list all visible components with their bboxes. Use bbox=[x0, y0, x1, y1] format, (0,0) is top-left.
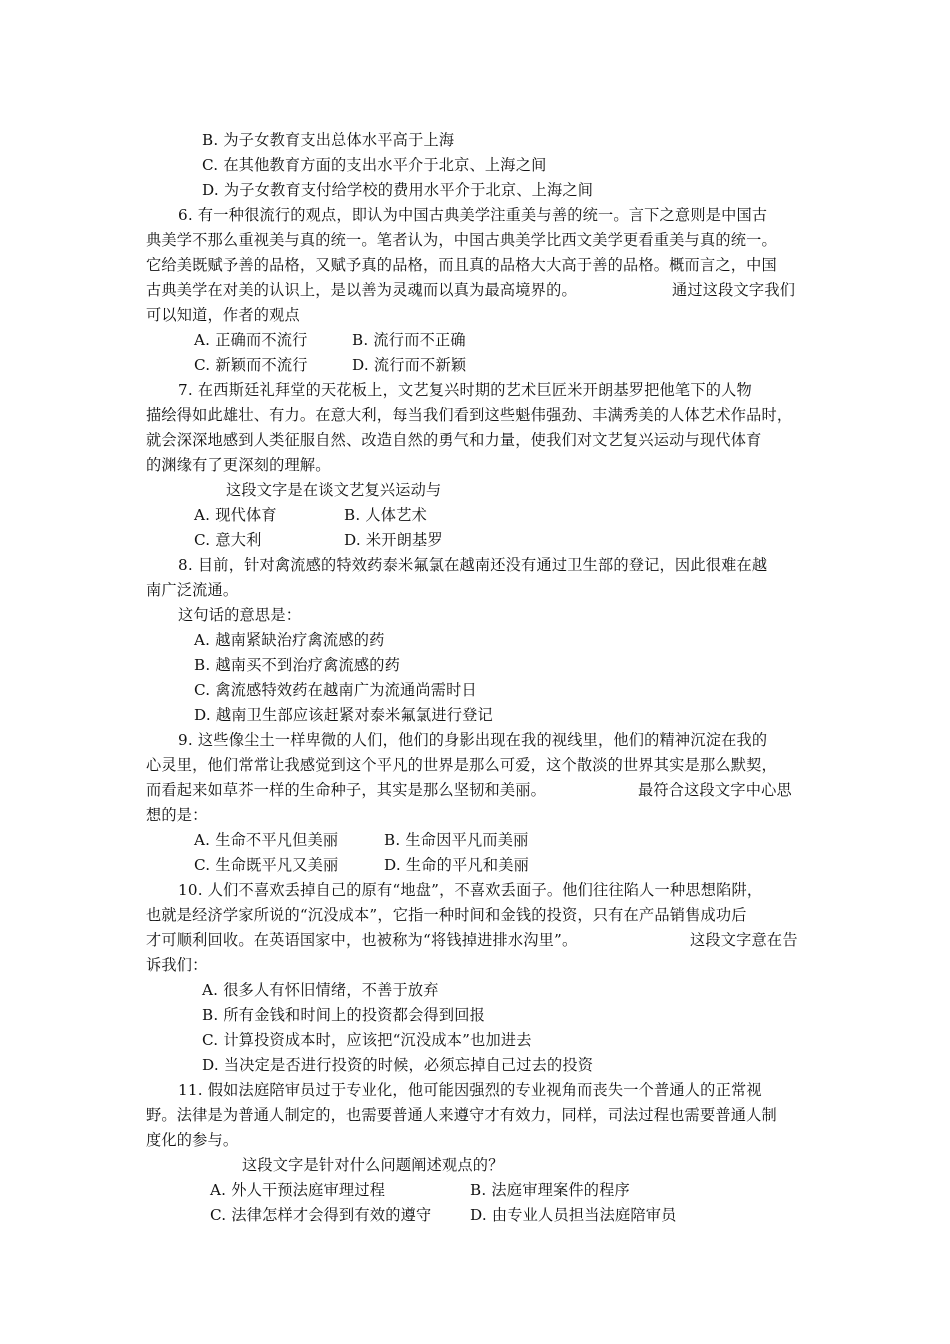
q10-option-c: C. 计算投资成本时，应该把“沉没成本”也加进去 bbox=[202, 1031, 532, 1049]
q11-line-1: 11. 假如法庭陪审员过于专业化，他可能因强烈的专业视角而丧失一个普通人的正常视 bbox=[178, 1081, 762, 1099]
q6-line-4: 古典美学在对美的认识上，是以善为灵魂而以真为最高境界的。 bbox=[146, 281, 577, 299]
q8-option-d: D. 越南卫生部应该赶紧对泰米氟氯进行登记 bbox=[194, 706, 493, 724]
q10-option-b: B. 所有金钱和时间上的投资都会得到回报 bbox=[202, 1006, 486, 1024]
q10-line-3: 才可顺利回收。在英语国家中，也被称为“将钱掉进排水沟里”。 bbox=[146, 931, 578, 949]
q6-prompt-cont: 可以知道，作者的观点 bbox=[146, 306, 300, 324]
q6-option-d: D. 流行而不新颖 bbox=[352, 356, 467, 374]
q5-option-d: D. 为子女教育支付给学校的费用水平介于北京、上海之间 bbox=[202, 181, 594, 199]
q6-line-1: 6. 有一种很流行的观点，即认为中国古典美学注重美与善的统一。言下之意则是中国古 bbox=[178, 206, 768, 224]
q9-line-2: 心灵里，他们常常让我感觉到这个平凡的世界是那么可爱，这个散淡的世界其实是那么默契， bbox=[146, 756, 777, 774]
q9-line-1: 9. 这些像尘土一样卑微的人们，他们的身影出现在我的视线里，他们的精神沉淀在我的 bbox=[178, 731, 768, 749]
q11-prompt: 这段文字是针对什么问题阐述观点的？ bbox=[242, 1156, 504, 1174]
q8-option-c: C. 禽流感特效药在越南广为流通尚需时日 bbox=[194, 681, 477, 699]
q9-prompt: 最符合这段文字中心思 bbox=[638, 781, 792, 799]
q9-line-3: 而看起来如草芥一样的生命种子，其实是那么坚韧和美丽。 bbox=[146, 781, 547, 799]
q7-line-4: 的渊缘有了更深刻的理解。 bbox=[146, 456, 331, 474]
q6-line-3: 它给美既赋予善的品格，又赋予真的品格，而且真的品格大大高于善的品格。概而言之，中国 bbox=[146, 256, 777, 274]
q11-option-b: B. 法庭审理案件的程序 bbox=[470, 1181, 630, 1199]
q5-option-b: B. 为子女教育支出总体水平高于上海 bbox=[202, 131, 455, 149]
q10-line-1: 10. 人们不喜欢丢掉自己的原有“地盘”，不喜欢丢面子。他们往往陷人一种思想陷阱， bbox=[178, 881, 763, 899]
q7-line-2: 描绘得如此雄壮、有力。在意大利，每当我们看到这些魁伟强劲、丰满秀美的人体艺术作品时， bbox=[146, 406, 793, 424]
q10-line-2: 也就是经济学家所说的“沉没成本”，它指一种时间和金钱的投资，只有在产品销售成功后 bbox=[146, 906, 747, 924]
q7-option-c: C. 意大利 bbox=[194, 531, 262, 549]
q6-line-2: 典美学不那么重视美与真的统一。笔者认为，中国古典美学比西文美学更看重美与真的统一。 bbox=[146, 231, 777, 249]
q11-option-a: A. 外人干预法庭审理过程 bbox=[210, 1181, 386, 1199]
q5-option-c: C. 在其他教育方面的支出水平介于北京、上海之间 bbox=[202, 156, 547, 174]
q7-line-1: 7. 在西斯廷礼拜堂的天花板上，文艺复兴时期的艺术巨匠米开朗基罗把他笔下的人物 bbox=[178, 381, 752, 399]
q9-prompt-cont: 想的是： bbox=[146, 806, 208, 824]
q8-line-1: 8. 目前，针对禽流感的特效药泰米氟氯在越南还没有通过卫生部的登记，因此很难在越 bbox=[178, 556, 768, 574]
q11-option-c: C. 法律怎样才会得到有效的遵守 bbox=[210, 1206, 432, 1224]
q6-option-c: C. 新颖而不流行 bbox=[194, 356, 308, 374]
q8-line-2: 南广泛流通。 bbox=[146, 581, 239, 599]
q10-option-d: D. 当决定是否进行投资的时候，必须忘掉自己过去的投资 bbox=[202, 1056, 594, 1074]
q6-option-a: A. 正确而不流行 bbox=[194, 331, 308, 349]
q8-option-b: B. 越南买不到治疗禽流感的药 bbox=[194, 656, 401, 674]
q7-option-b: B. 人体艺术 bbox=[344, 506, 427, 524]
q9-option-a: A. 生命不平凡但美丽 bbox=[194, 831, 339, 849]
q8-prompt: 这句话的意思是： bbox=[178, 606, 302, 624]
q7-prompt: 这段文字是在谈文艺复兴运动与 bbox=[226, 481, 442, 499]
q8-option-a: A. 越南紧缺治疗禽流感的药 bbox=[194, 631, 385, 649]
q6-option-b: B. 流行而不正确 bbox=[352, 331, 466, 349]
q10-prompt: 这段文字意在告 bbox=[690, 931, 798, 949]
q11-line-2: 野。法律是为普通人制定的，也需要普通人来遵守才有效力，同样，司法过程也需要普通人制 bbox=[146, 1106, 777, 1124]
q9-option-c: C. 生命既平凡又美丽 bbox=[194, 856, 339, 874]
q11-line-3: 度化的参与。 bbox=[146, 1131, 239, 1149]
q11-option-d: D. 由专业人员担当法庭陪审员 bbox=[470, 1206, 677, 1224]
q9-option-b: B. 生命因平凡而美丽 bbox=[384, 831, 529, 849]
q10-option-a: A. 很多人有怀旧情绪，不善于放弃 bbox=[202, 981, 439, 999]
q7-option-d: D. 米开朗基罗 bbox=[344, 531, 443, 549]
q7-line-3: 就会深深地感到人类征服自然、改造自然的勇气和力量，使我们对文艺复兴运动与现代体育 bbox=[146, 431, 762, 449]
q6-prompt: 通过这段文字我们 bbox=[672, 281, 796, 299]
q10-prompt-cont: 诉我们： bbox=[146, 956, 208, 974]
q9-option-d: D. 生命的平凡和美丽 bbox=[384, 856, 529, 874]
q7-option-a: A. 现代体育 bbox=[194, 506, 277, 524]
